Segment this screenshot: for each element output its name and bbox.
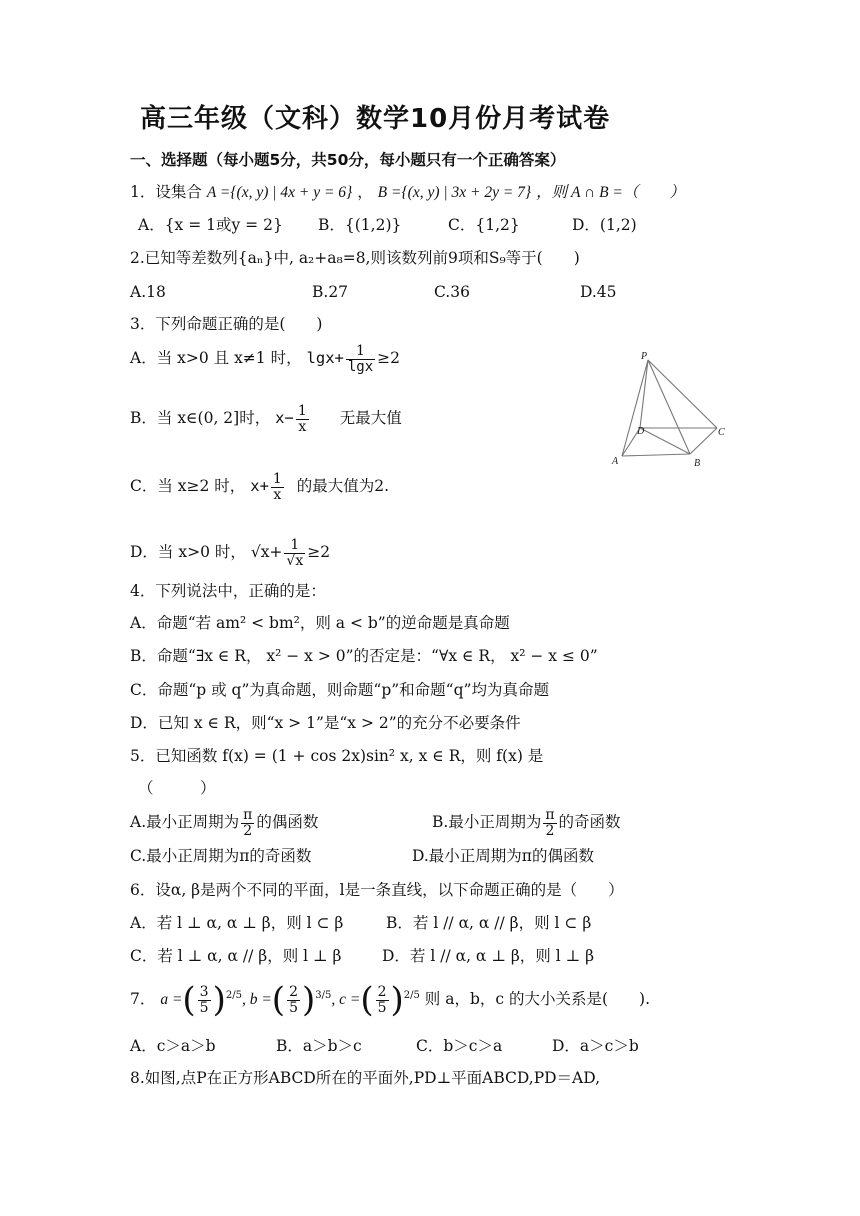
question-1-option-c: C．{1,2} <box>448 216 520 234</box>
question-2-option-b: B.27 <box>312 283 349 301</box>
fraction: $\frac{1}{\lg x}$ <box>347 342 374 375</box>
label-a: A <box>612 456 619 467</box>
question-5-option-b: B.最小正周期为 $\frac{\pi}{2}$ 的奇函数 <box>432 806 621 839</box>
fraction: $\frac{1}{x}$ <box>297 402 307 435</box>
label-d: D <box>637 426 645 437</box>
question-6-stem: 6．设α, β是两个不同的平面，l是一条直线，以下命题正确的是（ ） <box>130 881 624 899</box>
question-6-option-a: A．若 l ⊥ α, α ⊥ β，则 l ⊂ β <box>130 914 344 932</box>
page-title: 高三年级（文科）数学10月份月考试卷 <box>140 104 611 134</box>
question-1-option-a: A．{x = 1或y = 2} <box>138 216 283 234</box>
question-3-option-b: B．当 x∈(0, 2]时， x− $\frac{1}{x}$ 无最大值 <box>130 402 402 435</box>
fraction: $\frac{\pi}{2}$ <box>545 806 555 839</box>
label-p: P <box>641 351 648 362</box>
question-3-stem: 3．下列命题正确的是( ) <box>130 315 323 333</box>
question-3-option-c: C．当 x≥2 时， x+ $\frac{1}{x}$ 的最大值为2. <box>130 470 390 503</box>
question-5-option-c: C.最小正周期为π的奇函数 <box>130 847 312 865</box>
question-1-stem: 1．设集合 A ={(x, y) | 4x + y = 6} ， B ={(x, y) | 3x + 2y = 7} ，则 A ∩ B =（ ） <box>130 183 685 201</box>
question-4-option-c: C．命题“p 或 q”为真命题，则命题“p”和命题“q”均为真命题 <box>130 681 549 699</box>
question-2-option-d: D.45 <box>580 283 617 301</box>
fraction: $\frac{1}{x}$ <box>272 470 282 503</box>
label-c: C <box>718 427 725 438</box>
question-7-option-a: A．c＞a＞b <box>130 1037 216 1055</box>
fraction: $\frac{1}{√x}$ <box>286 536 304 569</box>
fraction: $\frac{2}{5}$ <box>289 983 298 1016</box>
edge-pa <box>622 360 648 456</box>
question-7-option-c: C．b＞c＞a <box>416 1037 503 1055</box>
edge-pb <box>648 360 690 454</box>
edge-db <box>640 428 690 454</box>
question-2-stem: 2.已知等差数列{aₙ}中, a₂+a₈=8,则该数列前9项和S₉等于( ) <box>130 249 580 267</box>
fraction: $\frac{2}{5}$ <box>377 983 387 1016</box>
edge-ab <box>622 454 690 456</box>
question-4-option-a: A．命题“若 am² < bm²，则 a < b”的逆命题是真命题 <box>130 614 510 632</box>
question-6-option-d: D．若 l // α, α ⊥ β，则 l ⊥ β <box>382 947 595 965</box>
question-5-paren: （ ） <box>138 779 216 797</box>
question-3-option-d: D．当 x>0 时， √x+ $\frac{1}{√x}$ ≥2 <box>130 536 331 569</box>
question-7-option-d: D．a＞c＞b <box>552 1037 639 1055</box>
question-2-option-c: C.36 <box>434 283 470 301</box>
edge-pd <box>640 360 648 428</box>
question-5-option-a: A.最小正周期为 $\frac{\pi}{2}$ 的偶函数 <box>130 806 319 839</box>
label-b: B <box>694 458 701 469</box>
question-1-option-d: D．(1,2) <box>572 216 637 234</box>
question-5-option-d: D.最小正周期为π的偶函数 <box>412 847 594 865</box>
question-7-stem: 7． a =( $\frac{3}{5}$ )$^{2/5}$, b =( $\frac{2}{5}$ )$^{3/5}$, c =( $\frac{2}{5}$ )$^{2/5}$ 则 a，b，c 的大小关系是( ). <box>130 980 651 1021</box>
question-2-option-a: A.18 <box>130 283 166 301</box>
fraction: $\frac{3}{5}$ <box>199 983 209 1016</box>
question-4-option-b: B．命题“∃x ∈ R， x² − x > 0”的否定是：“∀x ∈ R， x² − x ≤ 0” <box>130 647 598 665</box>
question-6-option-c: C．若 l ⊥ α, α // β，则 l ⊥ β <box>130 947 342 965</box>
question-1-option-b: B．{(1,2)} <box>318 216 402 234</box>
section-heading: 一、选择题（每小题5分，共50分，每小题只有一个正确答案） <box>130 151 566 169</box>
edge-pc <box>648 360 717 428</box>
question-4-option-d: D．已知 x ∈ R，则“x > 1”是“x > 2”的充分不必要条件 <box>130 714 521 732</box>
question-3-option-a: A．当 x>0 且 x≠1 时， lgx+ $\frac{1}{\lg x}$ ≥2 <box>130 342 401 375</box>
question-4-stem: 4．下列说法中，正确的是： <box>130 582 326 600</box>
pyramid-figure <box>610 350 735 475</box>
question-8-stem: 8.如图,点P在正方形ABCD所在的平面外,PD⊥平面ABCD,PD＝AD, <box>130 1069 601 1087</box>
question-6-option-b: B．若 l // α, α // β，则 l ⊂ β <box>386 914 592 932</box>
fraction: $\frac{\pi}{2}$ <box>243 806 253 839</box>
question-7-option-b: B．a＞b＞c <box>276 1037 362 1055</box>
edge-bc <box>690 428 717 454</box>
question-5-stem: 5．已知函数 f(x) = (1 + cos 2x)sin² x, x ∈ R，则 f(x) 是 <box>130 747 544 765</box>
